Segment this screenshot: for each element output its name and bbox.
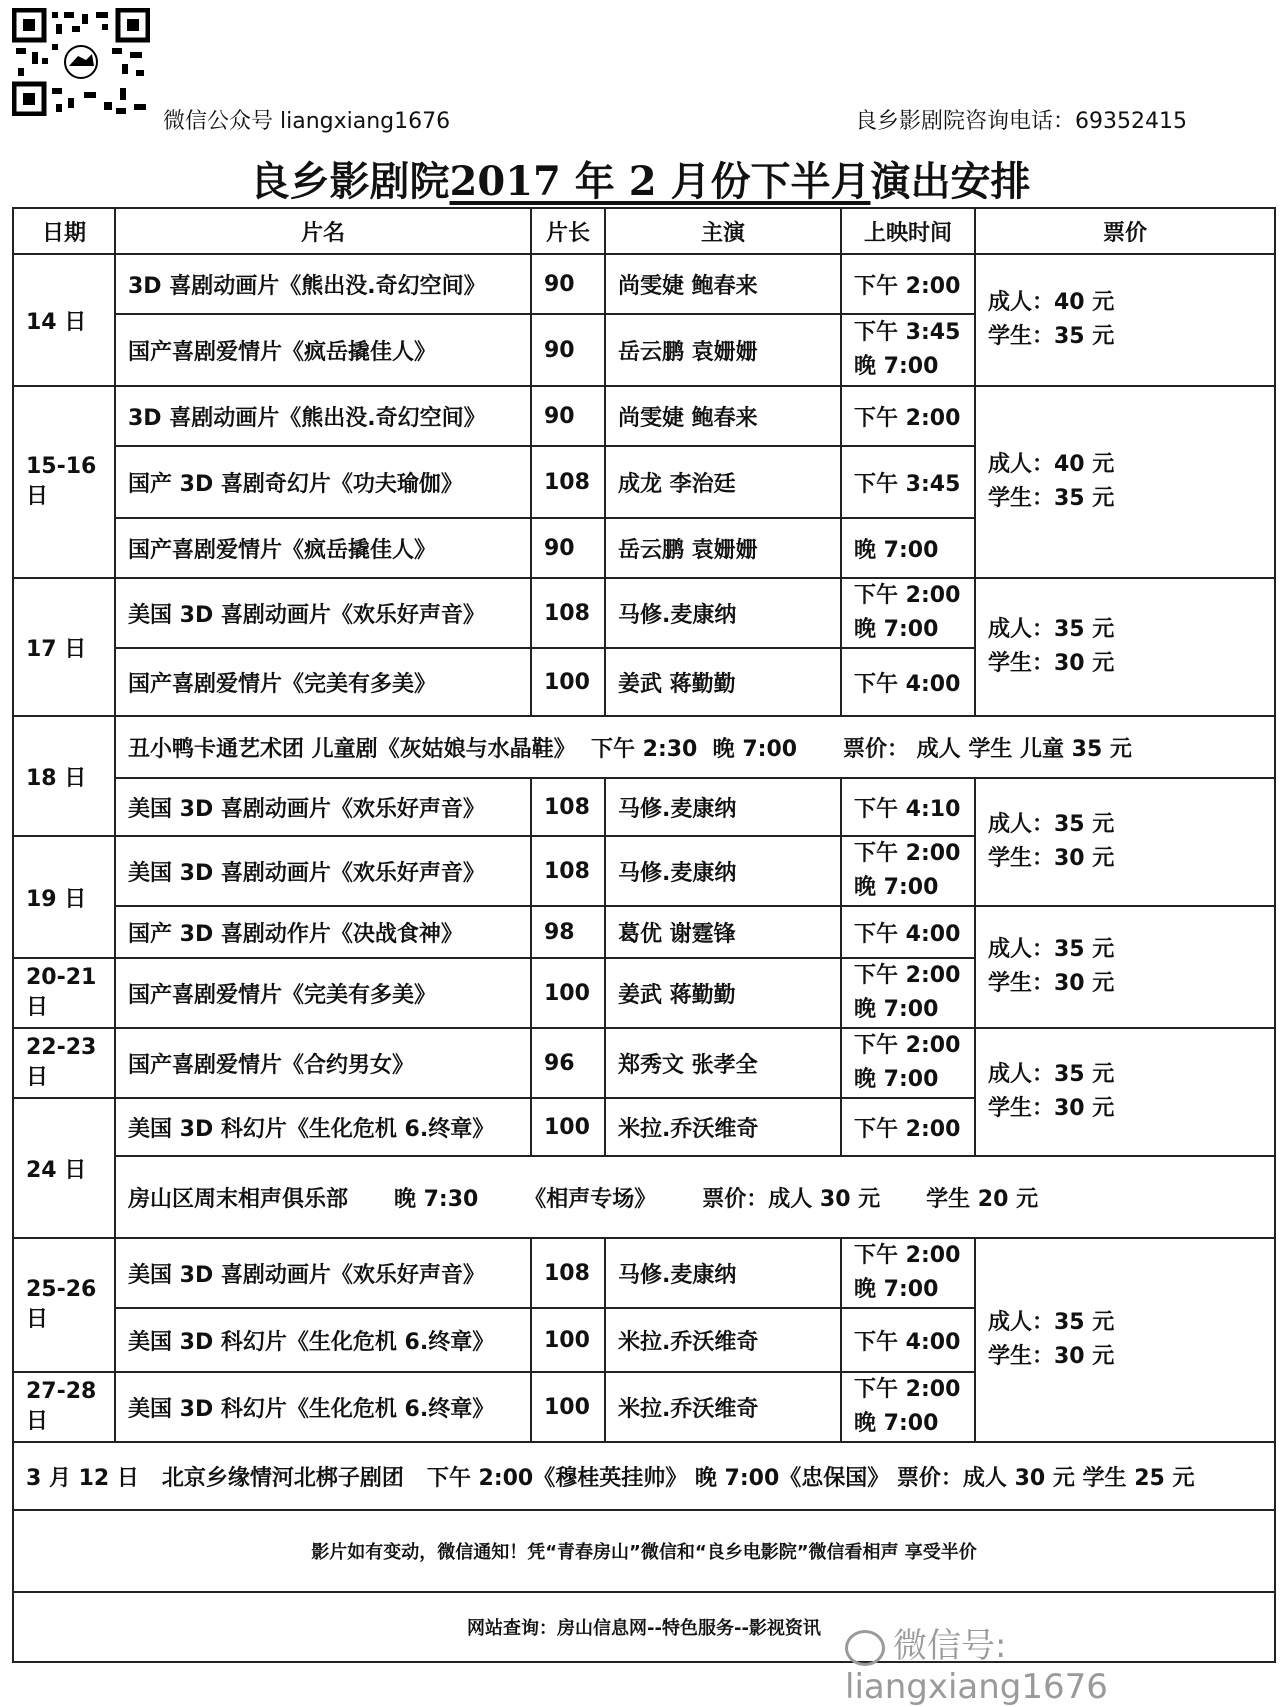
time-cell: 下午 2:00 xyxy=(841,254,975,314)
price-cell xyxy=(975,386,1275,578)
time-cell xyxy=(841,1372,975,1442)
special-event-cell: 房山区周末相声俱乐部 晚 7:30 《相声专场》 票价：成人 30 元 学生 20 元 xyxy=(115,1156,1275,1238)
length-cell: 90 xyxy=(531,518,605,578)
film-cell: 美国 3D 科幻片《生化危机 6.终章》 xyxy=(115,1098,531,1156)
date-cell: 20-21 日 xyxy=(13,958,115,1028)
student-price: 学生：35 元 xyxy=(988,324,1115,349)
table-row xyxy=(13,906,1275,958)
time-cell xyxy=(841,836,975,906)
table-header-row xyxy=(13,208,1275,254)
table-row xyxy=(13,778,1275,836)
table-row xyxy=(13,1442,1275,1510)
title-part-schedule: 演出安排 xyxy=(870,158,1031,205)
length-cell: 108 xyxy=(531,778,605,836)
price-cell xyxy=(975,1238,1275,1442)
film-cell: 国产 3D 喜剧动作片《决战食神》 xyxy=(115,906,531,958)
price-cell xyxy=(975,578,1275,716)
film-cell: 3D 喜剧动画片《熊出没.奇幻空间》 xyxy=(115,254,531,314)
cast-cell: 马修.麦康纳 xyxy=(605,578,841,648)
film-cell: 美国 3D 喜剧动画片《欢乐好声音》 xyxy=(115,836,531,906)
cast-cell: 马修.麦康纳 xyxy=(605,778,841,836)
film-cell: 美国 3D 喜剧动画片《欢乐好声音》 xyxy=(115,578,531,648)
table-row xyxy=(13,1238,1275,1308)
film-cell: 国产喜剧爱情片《疯岳撬佳人》 xyxy=(115,314,531,386)
length-cell: 100 xyxy=(531,1372,605,1442)
march-event-cell: 3 月 12 日 北京乡缘情河北梆子剧团 下午 2:00《穆桂英挂帅》 晚 7:00《忠保国》 票价：成人 30 元 学生 25 元 xyxy=(13,1442,1275,1510)
col-time: 上映时间 xyxy=(841,208,975,254)
student-price: 学生：30 元 xyxy=(988,846,1115,871)
title-part-period: 2017 年 2 月份下半月 xyxy=(449,158,871,205)
cast-cell: 马修.麦康纳 xyxy=(605,836,841,906)
length-cell: 90 xyxy=(531,314,605,386)
date-cell: 18 日 xyxy=(13,716,115,836)
student-price: 学生：35 元 xyxy=(988,486,1115,511)
time-cell xyxy=(841,1238,975,1308)
adult-price: 成人：40 元 xyxy=(988,452,1115,477)
time-evening: 晚 7:00 xyxy=(854,875,939,900)
time-evening: 晚 7:00 xyxy=(854,617,939,642)
time-afternoon: 下午 2:00 xyxy=(854,963,961,988)
cast-cell: 岳云鹏 袁姗姗 xyxy=(605,518,841,578)
cast-cell: 尚雯婕 鲍春来 xyxy=(605,386,841,446)
cast-cell: 成龙 李治廷 xyxy=(605,446,841,518)
date-cell: 27-28 日 xyxy=(13,1372,115,1442)
length-cell: 108 xyxy=(531,446,605,518)
length-cell: 108 xyxy=(531,1238,605,1308)
cast-cell: 马修.麦康纳 xyxy=(605,1238,841,1308)
time-cell: 下午 3:45 xyxy=(841,446,975,518)
length-cell: 90 xyxy=(531,254,605,314)
length-cell: 98 xyxy=(531,906,605,958)
col-price: 票价 xyxy=(975,208,1275,254)
time-cell: 下午 4:00 xyxy=(841,906,975,958)
date-cell: 15-16 日 xyxy=(13,386,115,578)
wechat-icon xyxy=(845,1630,885,1666)
watermark xyxy=(845,1618,1280,1707)
time-cell xyxy=(841,958,975,1028)
film-cell: 国产 3D 喜剧奇幻片《功夫瑜伽》 xyxy=(115,446,531,518)
adult-price: 成人：35 元 xyxy=(988,1062,1115,1087)
time-cell xyxy=(841,1028,975,1098)
date-cell: 24 日 xyxy=(13,1098,115,1238)
cast-cell: 米拉.乔沃维奇 xyxy=(605,1372,841,1442)
student-price: 学生：30 元 xyxy=(988,1344,1115,1369)
cast-cell: 姜武 蒋勤勤 xyxy=(605,648,841,716)
col-date: 日期 xyxy=(13,208,115,254)
length-cell: 90 xyxy=(531,386,605,446)
page-title xyxy=(0,150,1280,207)
film-cell: 3D 喜剧动画片《熊出没.奇幻空间》 xyxy=(115,386,531,446)
film-cell: 美国 3D 科幻片《生化危机 6.终章》 xyxy=(115,1372,531,1442)
time-evening: 晚 7:00 xyxy=(854,997,939,1022)
date-cell: 22-23 日 xyxy=(13,1028,115,1098)
date-cell: 17 日 xyxy=(13,578,115,716)
table-row xyxy=(13,1028,1275,1098)
time-cell xyxy=(841,314,975,386)
table-row xyxy=(13,1510,1275,1592)
adult-price: 成人：35 元 xyxy=(988,617,1115,642)
date-cell: 19 日 xyxy=(13,836,115,958)
time-afternoon: 下午 2:00 xyxy=(854,583,961,608)
table-row xyxy=(13,578,1275,648)
time-evening: 晚 7:00 xyxy=(854,354,939,379)
time-evening: 晚 7:00 xyxy=(854,1411,939,1436)
watermark-text: 微信号: liangxiang1676 xyxy=(845,1626,1108,1707)
length-cell: 100 xyxy=(531,648,605,716)
table-row xyxy=(13,1156,1275,1238)
student-price: 学生：30 元 xyxy=(988,971,1115,996)
col-cast: 主演 xyxy=(605,208,841,254)
time-cell: 晚 7:00 xyxy=(841,518,975,578)
time-afternoon: 下午 2:00 xyxy=(854,841,961,866)
price-cell xyxy=(975,1028,1275,1156)
cast-cell: 米拉.乔沃维奇 xyxy=(605,1098,841,1156)
time-afternoon: 下午 2:00 xyxy=(854,1243,961,1268)
time-afternoon: 下午 3:45 xyxy=(854,320,961,345)
length-cell: 108 xyxy=(531,836,605,906)
adult-price: 成人：35 元 xyxy=(988,1310,1115,1335)
cast-cell: 郑秀文 张孝全 xyxy=(605,1028,841,1098)
time-cell: 下午 4:00 xyxy=(841,1308,975,1372)
film-cell: 美国 3D 喜剧动画片《欢乐好声音》 xyxy=(115,778,531,836)
table-row xyxy=(13,386,1275,446)
date-cell: 14 日 xyxy=(13,254,115,386)
title-part-theater: 良乡影剧院 xyxy=(249,158,450,205)
student-price: 学生：30 元 xyxy=(988,651,1115,676)
time-evening: 晚 7:00 xyxy=(854,1067,939,1092)
film-cell: 国产喜剧爱情片《完美有多美》 xyxy=(115,648,531,716)
special-event-cell: 丑小鸭卡通艺术团 儿童剧《灰姑娘与水晶鞋》 下午 2:30 晚 7:00 票价： 成人 学生 儿童 35 元 xyxy=(115,716,1275,778)
notice-text: 影片如有变动，微信通知！凭“青春房山”微信和“良乡电影院”微信看相声 享受半价 xyxy=(13,1510,1275,1592)
price-cell xyxy=(975,906,1275,1028)
time-afternoon: 下午 2:00 xyxy=(854,1377,961,1402)
time-cell: 下午 4:00 xyxy=(841,648,975,716)
adult-price: 成人：35 元 xyxy=(988,937,1115,962)
cast-cell: 姜武 蒋勤勤 xyxy=(605,958,841,1028)
date-cell: 25-26 日 xyxy=(13,1238,115,1372)
adult-price: 成人：35 元 xyxy=(988,812,1115,837)
adult-price: 成人：40 元 xyxy=(988,290,1115,315)
website-text: 网站查询：房山信息网--特色服务--影视资讯 xyxy=(13,1592,1275,1662)
table-row xyxy=(13,254,1275,314)
film-cell: 国产喜剧爱情片《合约男女》 xyxy=(115,1028,531,1098)
qr-code xyxy=(12,8,150,116)
time-cell: 下午 2:00 xyxy=(841,1098,975,1156)
student-price: 学生：30 元 xyxy=(988,1096,1115,1121)
time-cell: 下午 4:10 xyxy=(841,778,975,836)
cast-cell: 岳云鹏 袁姗姗 xyxy=(605,314,841,386)
length-cell: 100 xyxy=(531,1308,605,1372)
length-cell: 108 xyxy=(531,578,605,648)
cast-cell: 葛优 谢霆锋 xyxy=(605,906,841,958)
wechat-account: 微信公众号 liangxiang1676 xyxy=(163,109,451,134)
length-cell: 96 xyxy=(531,1028,605,1098)
film-cell: 国产喜剧爱情片《完美有多美》 xyxy=(115,958,531,1028)
cast-cell: 尚雯婕 鲍春来 xyxy=(605,254,841,314)
col-length: 片长 xyxy=(531,208,605,254)
time-cell: 下午 2:00 xyxy=(841,386,975,446)
length-cell: 100 xyxy=(531,958,605,1028)
time-evening: 晚 7:00 xyxy=(854,1277,939,1302)
col-film: 片名 xyxy=(115,208,531,254)
table-row xyxy=(13,716,1275,778)
price-cell xyxy=(975,778,1275,906)
phone-number: 良乡影剧院咨询电话：69352415 xyxy=(855,109,1187,134)
schedule-table xyxy=(12,207,1276,1663)
time-cell xyxy=(841,578,975,648)
film-cell: 美国 3D 喜剧动画片《欢乐好声音》 xyxy=(115,1238,531,1308)
film-cell: 美国 3D 科幻片《生化危机 6.终章》 xyxy=(115,1308,531,1372)
film-cell: 国产喜剧爱情片《疯岳撬佳人》 xyxy=(115,518,531,578)
cast-cell: 米拉.乔沃维奇 xyxy=(605,1308,841,1372)
time-afternoon: 下午 2:00 xyxy=(854,1033,961,1058)
price-cell xyxy=(975,254,1275,386)
length-cell: 100 xyxy=(531,1098,605,1156)
